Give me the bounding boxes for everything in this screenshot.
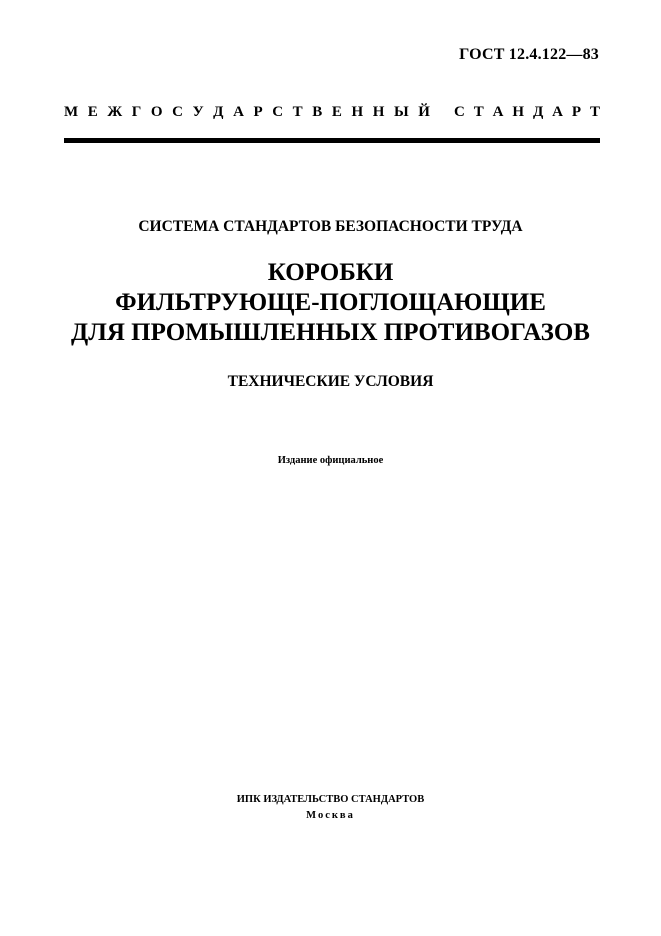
heading-letter: А xyxy=(552,104,563,120)
heading-letter: М xyxy=(64,104,79,120)
heading-letter: Р xyxy=(571,104,582,120)
system-title: СИСТЕМА СТАНДАРТОВ БЕЗОПАСНОСТИ ТРУДА xyxy=(138,218,523,235)
heading-letter: Д xyxy=(532,104,544,120)
heading-letter: О xyxy=(150,104,163,120)
heading-letter: Й xyxy=(418,104,430,120)
heading-letter: Н xyxy=(512,104,525,120)
title-line: ДЛЯ ПРОМЫШЛЕННЫХ ПРОТИВОГАЗОВ xyxy=(71,319,590,346)
standard-word xyxy=(454,104,600,121)
heading-letter: А xyxy=(233,104,244,120)
header-rule xyxy=(64,138,600,143)
heading-letter: Е xyxy=(331,104,342,120)
heading-letter: С xyxy=(272,104,284,120)
interstate-standard-heading xyxy=(64,104,600,121)
heading-letter: С xyxy=(172,104,183,120)
heading-letter: Р xyxy=(253,104,263,120)
interstate-word xyxy=(64,104,430,121)
publisher-city: Москва xyxy=(306,810,355,821)
publisher-name: ИПК ИЗДАТЕЛЬСТВО СТАНДАРТОВ xyxy=(236,794,425,805)
heading-letter: А xyxy=(492,104,504,120)
heading-letter: Т xyxy=(589,104,600,120)
heading-letter: Д xyxy=(213,104,224,120)
heading-letter: Г xyxy=(131,104,142,120)
edition-note: Издание официальное xyxy=(277,455,384,466)
heading-letter: Т xyxy=(292,104,303,120)
document-subtitle: ТЕХНИЧЕСКИЕ УСЛОВИЯ xyxy=(227,373,434,390)
heading-letter: Е xyxy=(87,104,98,120)
heading-letter: Н xyxy=(372,104,385,120)
heading-letter: В xyxy=(312,104,323,120)
heading-letter: Ж xyxy=(107,104,123,120)
heading-letter: Т xyxy=(473,104,484,120)
heading-letter: Н xyxy=(351,104,364,120)
document-title xyxy=(0,258,661,348)
title-line: КОРОБКИ xyxy=(267,259,394,286)
heading-letter: Ы xyxy=(393,104,409,120)
title-line: ФИЛЬТРУЮЩЕ-ПОГЛОЩАЮЩИЕ xyxy=(115,289,546,316)
gost-code: ГОСТ 12.4.122—83 xyxy=(459,46,599,63)
heading-letter: С xyxy=(454,104,465,120)
heading-letter: У xyxy=(192,104,204,120)
